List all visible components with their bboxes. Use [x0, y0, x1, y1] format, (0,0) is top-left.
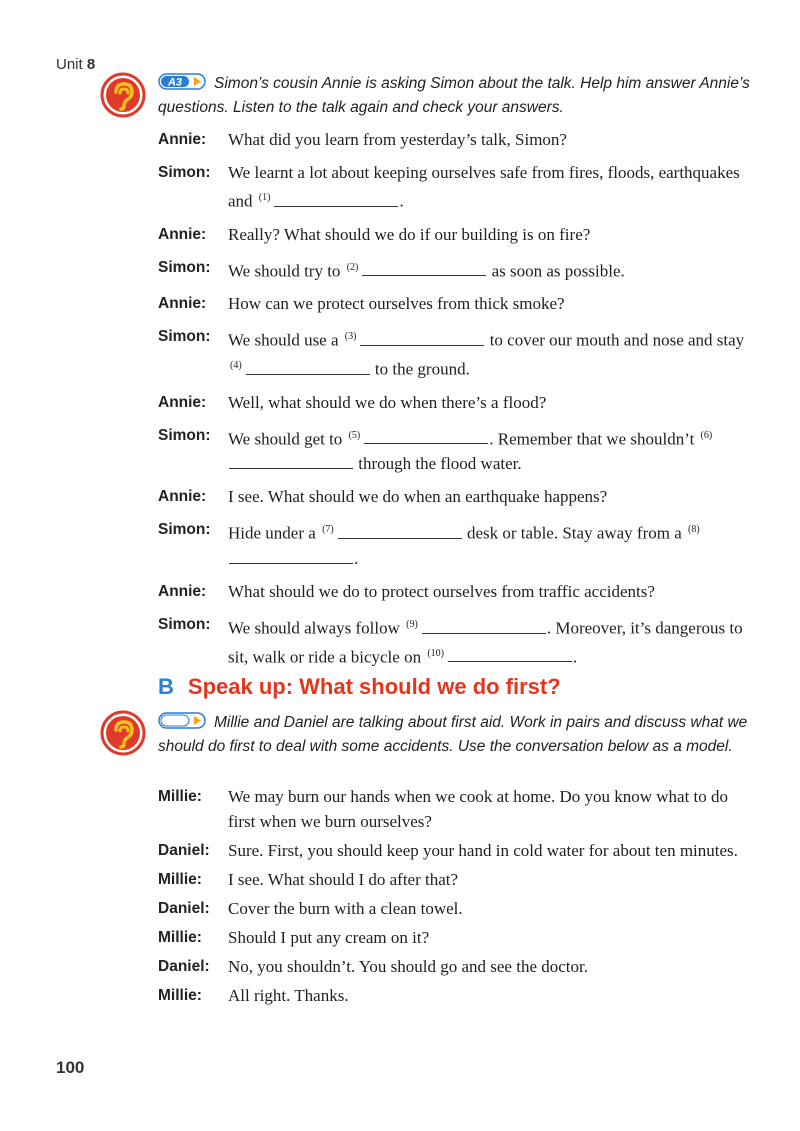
speaker-label: Daniel: [158, 842, 210, 859]
utterance [228, 867, 758, 892]
utterance [228, 784, 758, 834]
unit-word: Unit [56, 56, 83, 73]
section-a-instruction-text: Simon’s cousin Annie is asking Simon about the talk. Help him answer Annie’s questions. Listen to the talk again and check your answers. [158, 75, 750, 116]
utterance-text: . [354, 548, 359, 568]
answer-blank[interactable] [274, 192, 398, 207]
blank-number: (2) [346, 261, 359, 273]
utterance-text: as soon as possible. [487, 261, 625, 281]
track-badge-label: A3 [167, 76, 183, 89]
answer-blank[interactable] [364, 429, 488, 444]
dialogue-line [158, 484, 758, 509]
utterance-text: . [399, 191, 404, 211]
speaker-label: Millie: [158, 929, 202, 946]
utterance-text: What did you learn from yesterday’s talk, Simon? [228, 130, 567, 149]
page-number: 100 [56, 1058, 85, 1077]
utterance [228, 324, 758, 381]
utterance-text: We learnt a lot about keeping ourselves safe from fires, floods, earthquakes and [228, 163, 740, 211]
dialogue-b [158, 784, 758, 1012]
dialogue-line [158, 954, 758, 979]
utterance [228, 925, 758, 950]
utterance [228, 579, 758, 604]
section-b-letter: B [158, 674, 174, 699]
speaker-label: Annie: [158, 488, 207, 506]
utterance [228, 517, 758, 571]
utterance-text: I see. What should I do after that? [228, 870, 459, 889]
utterance-text: . Moreover, it’s dangerous to sit, walk or ride a bicycle on [228, 618, 743, 667]
dialogue-line [158, 983, 758, 1008]
speaker-label: Annie: [158, 582, 207, 600]
ear-icon [100, 72, 146, 118]
speaker-label: Annie: [158, 225, 207, 243]
speaker-label: Simon: [158, 615, 211, 633]
answer-blank[interactable] [360, 331, 484, 346]
speaker-label: Simon: [158, 521, 211, 539]
blank-number: (1) [258, 192, 271, 203]
utterance-text: What should we do to protect ourselves from traffic accidents? [228, 581, 655, 601]
speaker-label: Simon: [158, 258, 211, 276]
utterance [228, 127, 758, 152]
blank-number: (5) [348, 429, 361, 441]
ear-icon [100, 710, 146, 756]
utterance [228, 954, 758, 979]
dialogue-line [158, 838, 758, 863]
utterance-text: Hide under a [228, 523, 321, 543]
utterance-text: to the ground. [370, 359, 470, 379]
utterance-text: Sure. First, you should keep your hand in cold water for about ten minutes. [228, 841, 738, 860]
blank-number: (7) [322, 524, 334, 536]
dialogue-line [158, 390, 758, 415]
utterance-text: to cover our mouth and nose and stay [485, 330, 745, 350]
utterance-text: We may burn our hands when we cook at home. Do you know what to do first when we burn ourselves? [228, 787, 729, 831]
utterance-text: We should always follow [228, 618, 405, 638]
dialogue-line [158, 291, 758, 316]
utterance [228, 291, 758, 316]
utterance [228, 222, 758, 247]
speaker-label: Annie: [158, 295, 207, 313]
answer-blank[interactable] [229, 549, 353, 564]
dialogue-line [158, 784, 758, 834]
dialogue-line [158, 925, 758, 950]
section-b-instruction [158, 712, 758, 758]
dialogue-line [158, 867, 758, 892]
dialogue-line [158, 255, 758, 284]
utterance-text: through the flood water. [354, 454, 522, 474]
dialogue-line [158, 324, 758, 381]
dialogue-line [158, 423, 758, 477]
utterance-text: Well, what should we do when there’s a flood? [228, 392, 547, 412]
utterance-text: Should I put any cream on it? [228, 928, 430, 947]
dialogue-line [158, 127, 758, 152]
section-b-title: Speak up: What should we do first? [187, 674, 561, 699]
dialogue-line [158, 579, 758, 604]
utterance [228, 896, 758, 921]
dialogue-line [158, 517, 758, 571]
unit-number: 8 [86, 56, 96, 73]
utterance-text: We should get to [228, 429, 347, 449]
speaker-label: Millie: [158, 987, 202, 1004]
dialogue-a [158, 127, 758, 677]
dialogue-line [158, 896, 758, 921]
speaker-label: Annie: [158, 393, 207, 411]
blank-number: (4) [230, 359, 242, 371]
utterance [228, 484, 758, 509]
section-b-heading [158, 674, 561, 700]
unit-label [56, 56, 95, 73]
speaker-label: Millie: [158, 871, 202, 888]
utterance [228, 255, 758, 284]
speaker-label: Daniel: [158, 958, 210, 975]
utterance-text: How can we protect ourselves from thick smoke? [228, 294, 565, 314]
dialogue-line [158, 222, 758, 247]
blank-number: (9) [406, 618, 418, 630]
section-a-instruction [158, 73, 758, 119]
answer-blank[interactable] [448, 647, 572, 662]
speaker-label: Annie: [158, 131, 207, 148]
utterance-text: No, you shouldn’t. You should go and see the doctor. [228, 957, 588, 976]
answer-blank[interactable] [229, 454, 353, 469]
audio-track-badge[interactable] [158, 712, 208, 736]
speaker-label: Millie: [158, 788, 202, 805]
utterance [228, 390, 758, 415]
speaker-label: Simon: [158, 164, 211, 181]
utterance [228, 983, 758, 1008]
utterance-text: We should try to [228, 261, 345, 281]
utterance [228, 612, 758, 669]
section-b-instruction-text: Millie and Daniel are talking about first aid. Work in pairs and discuss what we should do first to deal with some accidents. Use the conversation below as a model. [158, 714, 748, 755]
utterance-text: All right. Thanks. [228, 986, 349, 1005]
utterance-text: Cover the burn with a clean towel. [228, 899, 463, 918]
utterance-text: . Remember that we shouldn’t [489, 429, 699, 449]
speaker-label: Daniel: [158, 900, 210, 917]
utterance-text: We should use a [228, 330, 343, 350]
utterance [228, 160, 758, 214]
utterance-text: I see. What should we do when an earthquake happens? [228, 487, 608, 507]
answer-blank[interactable] [422, 619, 546, 634]
speaker-label: Simon: [158, 328, 211, 346]
utterance-text: . [573, 647, 578, 667]
speaker-label: Simon: [158, 426, 211, 444]
blank-number: (8) [688, 524, 700, 536]
blank-number: (3) [344, 331, 357, 343]
answer-blank[interactable] [338, 524, 462, 539]
answer-blank[interactable] [362, 261, 486, 276]
blank-number: (10) [427, 647, 444, 659]
utterance-text: desk or table. Stay away from a [462, 523, 687, 543]
utterance [228, 838, 758, 863]
utterance-text: Really? What should we do if our building is on fire? [228, 224, 591, 244]
answer-blank[interactable] [246, 360, 370, 375]
utterance [228, 423, 758, 477]
dialogue-line [158, 160, 758, 214]
audio-track-badge[interactable] [158, 73, 208, 97]
blank-number: (6) [700, 429, 713, 441]
dialogue-line [158, 612, 758, 669]
